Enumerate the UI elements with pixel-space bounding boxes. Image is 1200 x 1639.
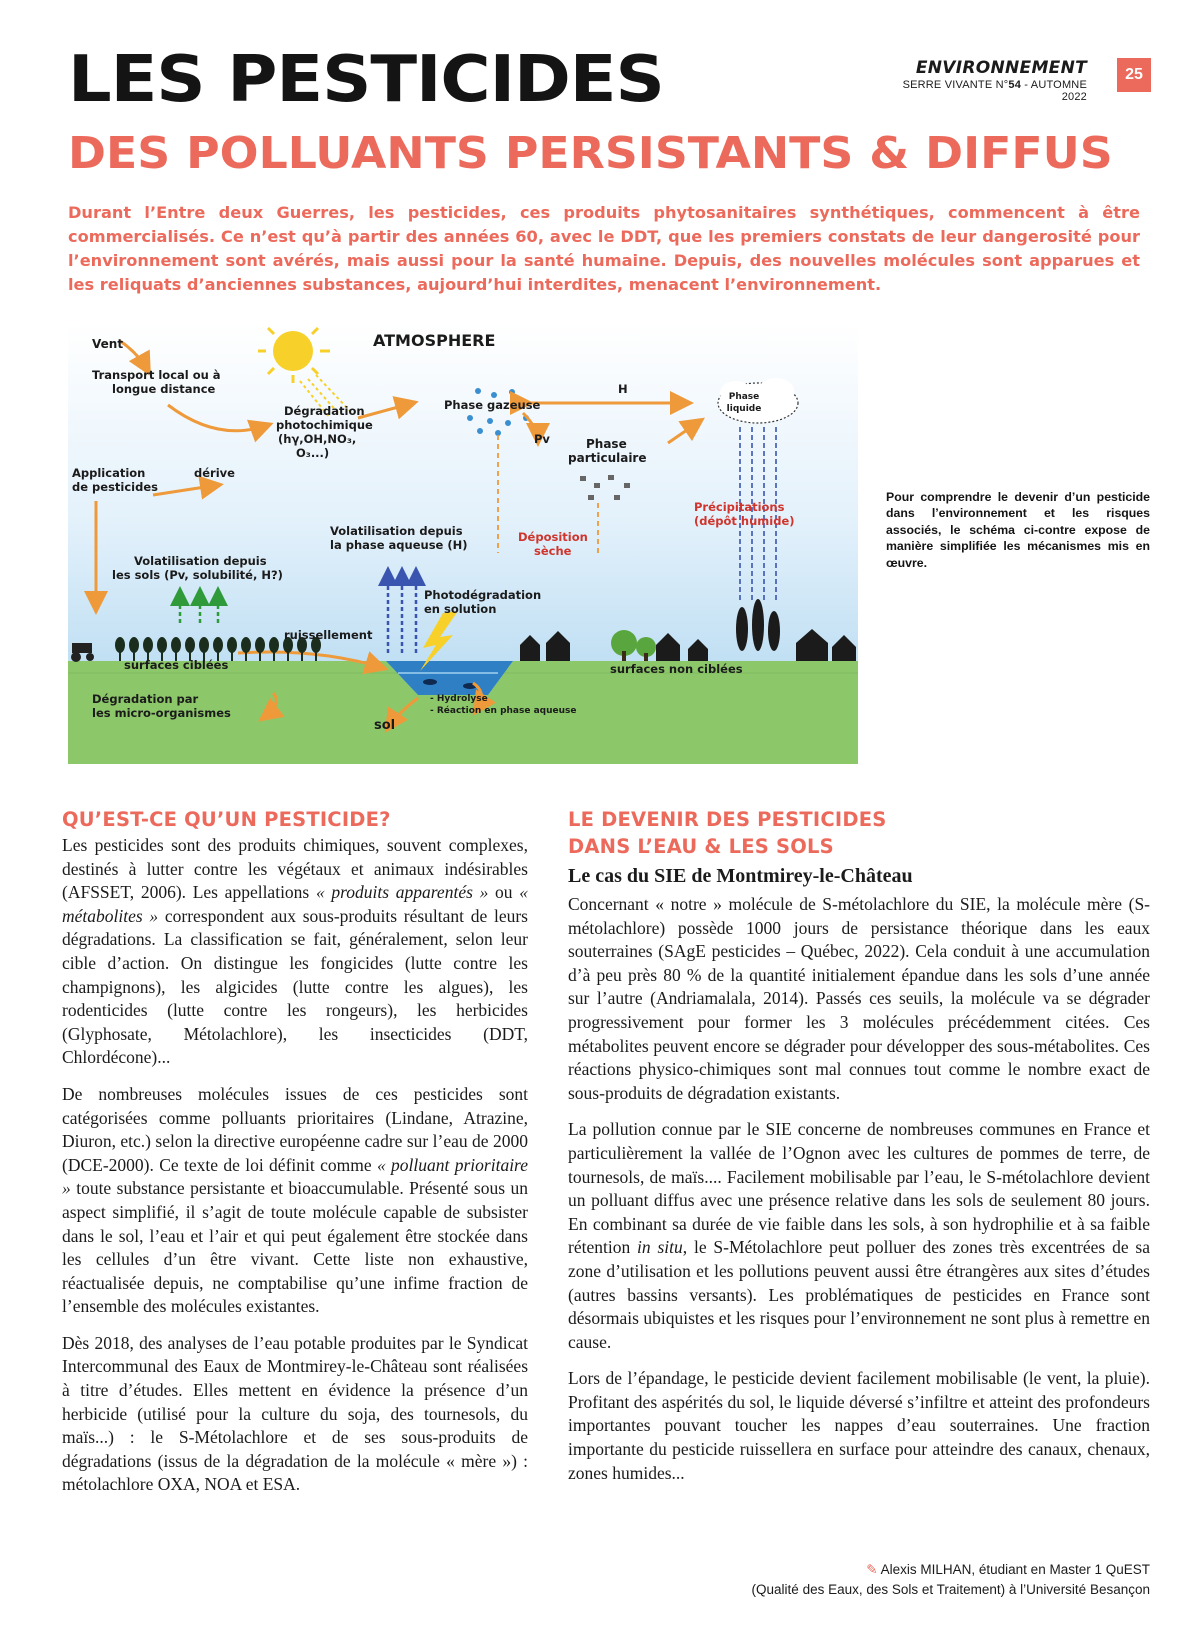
label-reaction: - Réaction en phase aqueuse	[430, 706, 577, 716]
label-volatilisation-sol: Volatilisation depuis	[134, 554, 267, 568]
label-sol: sol	[374, 718, 396, 733]
section-heading: QU’EST-CE QU’UN PESTICIDE?	[62, 808, 391, 831]
crop-stem	[259, 649, 261, 661]
label-precipitations: (dépôt humide)	[694, 514, 795, 528]
page-title: LES PESTICIDES	[68, 43, 664, 117]
label-surfaces-non-ciblees: surfaces non ciblées	[610, 662, 743, 676]
label-deposition: sèche	[534, 544, 572, 558]
crop-stem	[231, 649, 233, 661]
crop-stem	[245, 649, 247, 661]
label-phase-particulaire: particulaire	[568, 451, 647, 465]
figure-caption: Pour comprendre le devenir d’un pesticide dans l’environnement et les risques associés, le schéma ci-contre expose de manière simplifiée les mécanismes mis en œuvre.	[886, 490, 1150, 570]
label-deposition: Déposition	[518, 530, 588, 544]
paragraph: Les pesticides sont des produits chimiques, souvent complexes, destinés à lutter contre les végétaux et animaux indésirables (AFSSET, 2006). Les appellations « produits apparentés » ou « métabolites » correspondent aux sous-produits résultant de leurs dégradations. La classification se fait, généralement, selon leur cible d’action. On distingue les fongicides (lutte contre les champignons), les algicides (lutte contre les algues), les rodenticides (lutte contre les rongeurs), les herbicides (Glyphosate, Métolachlore), les insecticides (DDT, Chlordécone)...	[62, 835, 528, 1068]
paragraph: La pollution connue par le SIE concerne de nombreuses communes en France et particulièrement la vallée de l’Ognon avec les cultures de pommes de terre, de tournesols, de maïs.... Facilement mobilisable par l’eau, le S-métolachlore devient un polluant diffus avec une présence relative dans les sols de seulement 80 jours. En combinant sa durée de vie faible dans les sols, à son hydrophilie et à sa faible rétention in situ, le S-Métolachlore peut polluer des zones très excentrées de sa zone d’utilisation et les pollutions peuvent aussi être étrangères aux sites d’études (autres bassins versants). Les problématiques de pesticides en France sont désormais ubiquistes et les risques pour l’environnement ne sont plus à remettre en cause.	[568, 1119, 1150, 1352]
pesticide-diagram	[68, 323, 858, 764]
crop-stem	[119, 649, 121, 661]
label-degradation: O₃...)	[296, 446, 330, 460]
section-subheading: Le cas du SIE de Montmirey-le-Château	[568, 865, 913, 887]
label-pv: Pv	[534, 432, 550, 446]
label-hydrolyse: - Hydrolyse	[430, 694, 488, 704]
label-surfaces-ciblees: surfaces ciblées	[124, 658, 229, 672]
issue-label: SERRE VIVANTE N°54 - AUTOMNE 2022	[902, 79, 1087, 103]
paragraph: Dès 2018, des analyses de l’eau potable produites par le Syndicat Intercommunal des Eaux de Montmirey-le-Château sont réalisées à titre d’études. Elles mettent en évidence la présence d’un herbicide (utilisé pour la culture du soja, des tournesols, du maïs...) : le S-Métolachlore et de ses sous-produits de dégradations (issus de la dégradation de la molécule « mère ») : métolachlore OXA, NOA et ESA.	[62, 1332, 528, 1495]
label-atmosphere: ATMOSPHERE	[373, 331, 496, 350]
section-header	[887, 58, 1087, 103]
label-volatilisation-aqueuse: la phase aqueuse (H)	[330, 538, 468, 552]
label-photodegradation: Photodégradation	[424, 588, 542, 602]
label-phase-gazeuse: Phase gazeuse	[444, 398, 541, 412]
paragraph: Concernant « notre » molécule de S-métolachlore du SIE, la molécule mère (S-métolachlore) possède 1000 jours de persistance théorique dans les eaux souterraines (SAgE pesticides – Québec, 2022). Cela conduit à une accumulation d’à peu près 80 % de la quantité initialement épandue dans les sols d’une année sur l’autre (Andriamalala, 2014). Passés ces seuils, la molécule va se dégrader progressivement pour former les 3 molécules précédemment citées. Ces métabolites peuvent encore se dégrader pour développer des sous-métabolites. Ces réactions physico-chimiques sont mal connues tout comme le nombre exact de sous-produits de dégradation existants.	[568, 894, 1150, 1103]
paragraph: De nombreuses molécules issues de ces pesticides sont catégorisées comme polluants prioritaires (Lindane, Atrazine, Diuron, etc.) selon la directive européenne cadre sur l’eau de 2000 (DCE-2000). Ce texte de loi définit comme « polluant prioritaire » toute substance persistante et bioaccumulable. Présenté sous un aspect simplifié, il s’agit de toute molécule capable de subsister dans le sol, l’eau et l’air et qui peut également être stockée dans les cellules d’un être vivant. Cette liste non exhaustive, réactualisée depuis, ne comptabilise qu’une infime fraction de l’ensemble des molécules existantes.	[62, 1083, 528, 1317]
label-transport: longue distance	[112, 382, 216, 396]
label-phase-liquide: liquide	[726, 404, 762, 414]
label-derive: dérive	[194, 466, 235, 480]
label-precipitations: Précipitations	[694, 500, 785, 514]
author-credit: ✎ Alexis MILHAN, étudiant en Master 1 QuEST (Qualité des Eaux, des Sols et Traitement) à l’Université Besançon	[751, 1562, 1150, 1597]
section-label: ENVIRONNEMENT	[915, 58, 1087, 78]
label-photodegradation: en solution	[424, 602, 497, 616]
page-subtitle: DES POLLUANTS PERSISTANTS & DIFFUS	[68, 128, 1113, 179]
label-volatilisation-aqueuse: Volatilisation depuis	[330, 524, 463, 538]
section-heading: LE DEVENIR DES PESTICIDES DANS L’EAU & LES SOLS	[568, 808, 887, 858]
label-volatilisation-sol: les sols (Pv, solubilité, H?)	[112, 568, 283, 582]
label-ruissellement: ruissellement	[284, 628, 373, 642]
label-degradation-micro: Dégradation par	[92, 692, 199, 706]
pencil-icon: ✎	[866, 1562, 878, 1577]
fish-icon	[423, 679, 437, 685]
label-degradation: (hγ,OH,NO₃,	[278, 432, 357, 446]
page-number: 25	[1117, 58, 1151, 92]
label-application: Application	[72, 466, 146, 480]
crop-stem	[315, 649, 317, 661]
label-phase-liquide: Phase	[728, 392, 760, 402]
paragraph: Lors de l’épandage, le pesticide devient facilement mobilisable (le vent, la pluie). Profitant des aspérités du sol, le liquide déversé s’infiltre et atteint des profondeurs importantes pouvant toucher les nappes d’eau souterraines. Une fraction importante du pesticide ruissellera en surface pour atteindre des canaux, chenaux, zones humides...	[568, 1368, 1150, 1483]
right-column	[568, 806, 1150, 1498]
label-degradation: photochimique	[276, 418, 373, 432]
label-phase-particulaire: Phase	[586, 437, 627, 451]
crop-stem	[287, 649, 289, 661]
left-column	[62, 806, 528, 1510]
label-degradation-micro: les micro-organismes	[92, 706, 231, 720]
crop-stem	[273, 649, 275, 661]
intro-paragraph: Durant l’Entre deux Guerres, les pesticides, ces produits phytosanitaires synthétiques, commencent à être commercialisés. Ce n’est qu’à partir des années 60, avec le DDT, que les premiers constats de leur dangerosité pour l’environnement sont avérés, mais aussi pour la santé humaine. Depuis, des nouvelles molécules sont apparues et les reliquats d’anciennes substances, aujourd’hui interdites, menacent l’environnement.	[68, 203, 1140, 294]
label-transport: Transport local ou à	[92, 368, 221, 382]
label-vent: Vent	[92, 337, 124, 351]
label-application: de pesticides	[72, 480, 158, 494]
crop-stem	[301, 649, 303, 661]
label-h: H	[618, 382, 628, 396]
label-degradation: Dégradation	[284, 404, 365, 418]
